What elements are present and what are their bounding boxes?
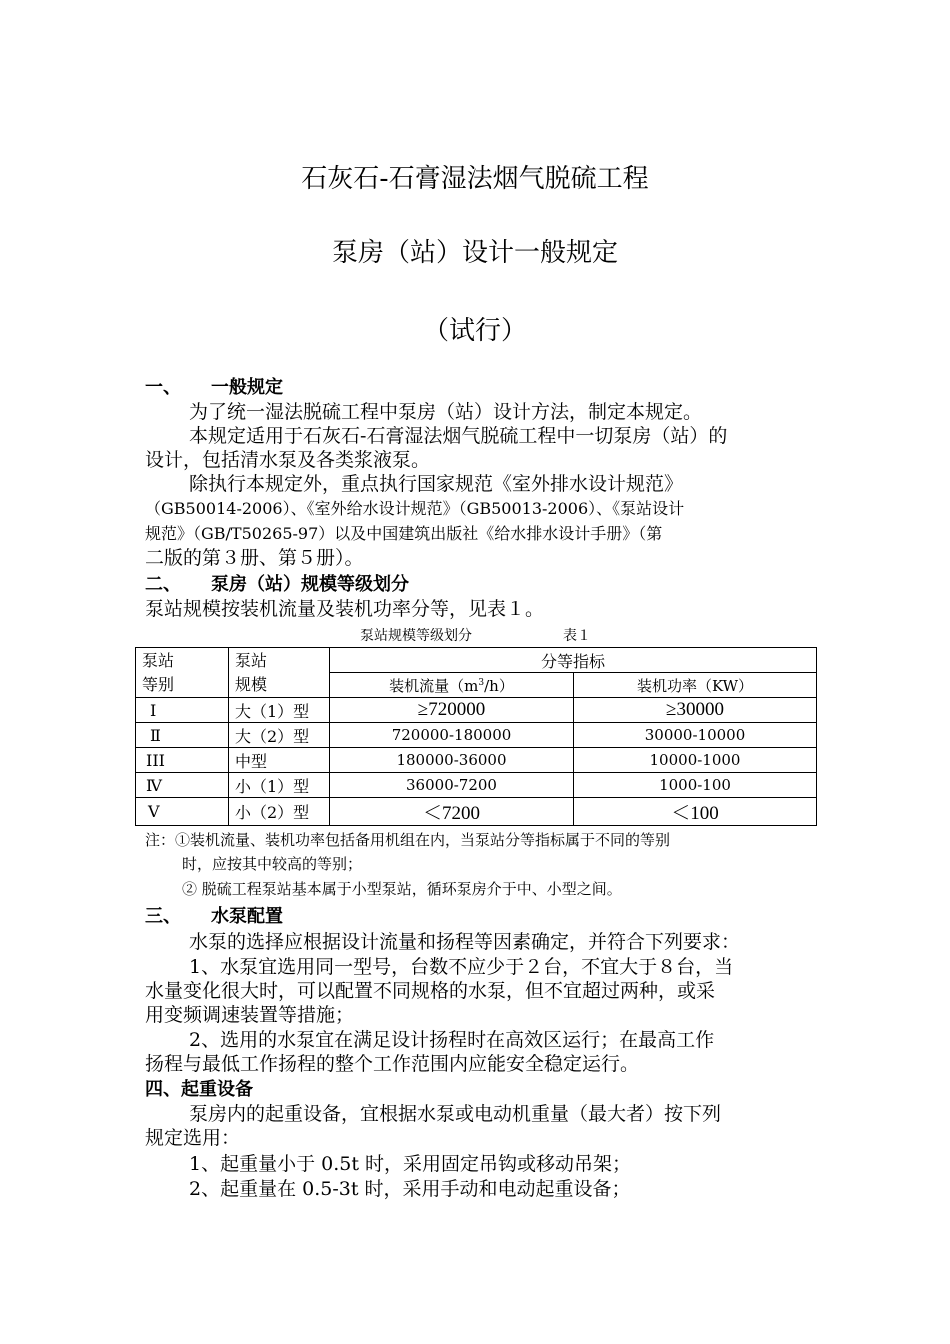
header-scale: 泵站 规模: [229, 648, 330, 698]
document-title: 石灰石-石膏湿法烟气脱硫工程: [301, 164, 649, 194]
paragraph: 水量变化很大时，可以配置不同规格的水泵，但不宜超过两种，或采: [145, 980, 716, 1002]
paragraph: 扬程与最低工作扬程的整个工作范围内应能安全稳定运行。: [145, 1053, 640, 1075]
section-3-title: 水泵配置: [211, 906, 283, 927]
table-note-1-cont: 时，应按其中较高的等别；: [182, 855, 363, 873]
document-subtitle: 泵房（站）设计一般规定: [331, 238, 618, 268]
paragraph: 规范》（GB/T50265-97）以及中国建筑出版社《给水排水设计手册》（第: [145, 524, 663, 543]
section-1-number: 一、: [145, 377, 181, 398]
paragraph: 水泵的选择应根据设计流量和扬程等因素确定，并符合下列要求：: [189, 931, 741, 953]
trial-label: （试行）: [422, 316, 527, 346]
table-note-1: 注：①装机流量、装机功率包括备用机组在内，当泵站分等指标属于不同的等别: [145, 831, 671, 849]
table-row: III 中型 180000-36000 10000-1000: [136, 748, 817, 773]
paragraph: 设计，包括清水泵及各类浆液泵。: [145, 449, 431, 471]
section-3-number: 三、: [145, 906, 181, 927]
paragraph: 二版的第３册、第５册）。: [145, 547, 364, 569]
section-1-heading: [145, 376, 815, 400]
paragraph: 为了统一湿法脱硫工程中泵房（站）设计方法，制定本规定。: [189, 401, 703, 423]
table-number: 表１: [563, 628, 591, 644]
section-4-heading: 四、起重设备: [145, 1079, 253, 1100]
section-2-number: 二、: [145, 574, 181, 595]
header-power: 装机功率（KW）: [574, 673, 817, 698]
header-index: 分等指标: [330, 648, 817, 673]
paragraph: 本规定适用于石灰石-石膏湿法烟气脱硫工程中一切泵房（站）的: [189, 425, 728, 447]
table-caption: 泵站规模等级划分: [360, 628, 472, 644]
table-row: Ⅰ 大（1）型 ≥720000 ≥30000: [136, 698, 817, 723]
table-row: Ⅳ 小（1）型 36000-7200 1000-100: [136, 773, 817, 798]
table-note-2: ② 脱硫工程泵站基本属于小型泵站，循环泵房介于中、小型之间。: [182, 880, 622, 898]
paragraph: 1、水泵宜选用同一型号，台数不应少于２台，不宜大于８台，当: [189, 956, 734, 978]
header-flow: 装机流量$(m^3/h)$: [330, 673, 574, 698]
paragraph: 1、起重量小于 0.5t 时，采用固定吊钩或移动吊架；: [189, 1153, 632, 1175]
paragraph: 用变频调速装置等措施；: [145, 1004, 355, 1026]
paragraph: 除执行本规定外，重点执行国家规范《室外排水设计规范》: [189, 473, 684, 495]
paragraph: （GB50014-2006）、《室外给水设计规范》（GB50013-2006）、《泵站设计: [145, 499, 685, 518]
paragraph: 2、起重量在 0.5-3t 时，采用手动和电动起重设备；: [189, 1178, 631, 1200]
table-row: Ⅱ 大（2）型 720000-180000 30000-10000: [136, 723, 817, 748]
paragraph: 2、选用的水泵宜在满足设计扬程时在高效区运行；在最高工作: [189, 1029, 715, 1051]
table-row: Ⅴ 小（2）型 ＜7200 ＜100: [136, 798, 817, 826]
section-3-heading: [145, 905, 815, 929]
paragraph: 泵站规模按装机流量及装机功率分等，见表１。: [145, 598, 545, 620]
section-2-heading: [145, 573, 815, 597]
paragraph: 泵房内的起重设备，宜根据水泵或电动机重量（最大者）按下列: [189, 1103, 722, 1125]
paragraph: 规定选用：: [145, 1127, 241, 1149]
section-1-title: 一般规定: [211, 377, 283, 398]
header-grade: 泵站 等别: [136, 648, 229, 698]
pump-station-grade-table: [135, 647, 817, 826]
section-2-title: 泵房（站）规模等级划分: [211, 574, 409, 595]
